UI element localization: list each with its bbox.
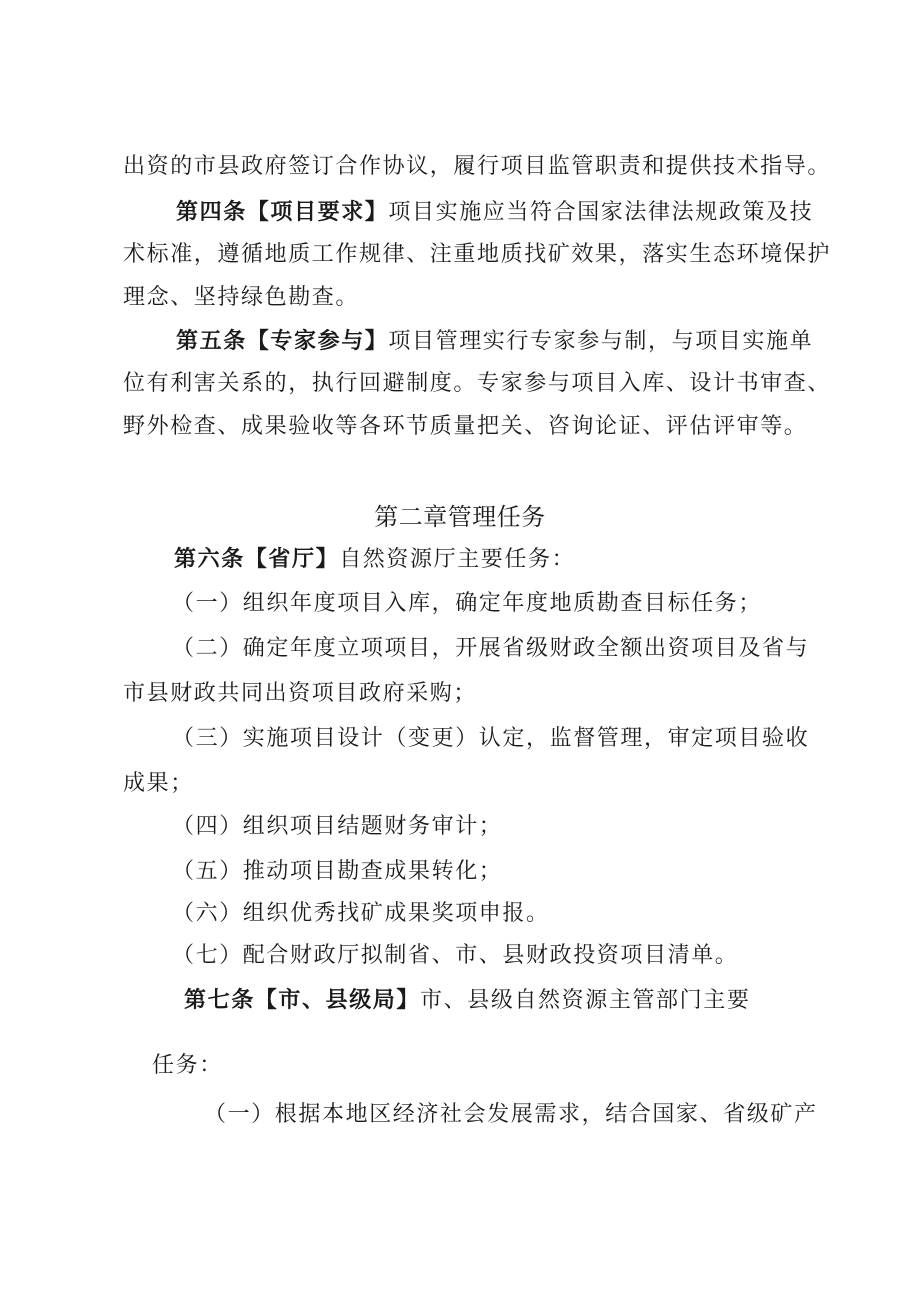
list-item: （四）组织项目结题财务审计； [172, 814, 503, 839]
list-item: （二）确定年度立项项目，开展省级财政全额出资项目及省与 [172, 636, 810, 661]
article-4-label: 第四条【项目要求】 [176, 199, 389, 225]
article-5-text: 项目管理实行专家参与制，与项目实施单 [388, 329, 814, 354]
chapter-2-title: 第二章管理任务 [374, 503, 546, 531]
article-4-text: 项目实施应当符合国家法律法规政策及技 [388, 200, 814, 225]
article-7-label: 第七条【市、县级局】 [184, 987, 421, 1013]
list-item: （七）配合财政厅拟制省、市、县财政投资项目清单。 [172, 943, 739, 968]
paragraph-line [123, 152, 831, 182]
article-5-line-3 [123, 412, 807, 442]
list-item-continuation: 市县财政共同出资项目政府采购； [123, 681, 478, 706]
article-5-line-1 [176, 326, 813, 357]
article-7-line-1 [184, 985, 750, 1016]
paragraph-text: 出资的市县政府签订合作协议，履行项目监管职责和提供技术指导。 [123, 154, 832, 179]
list-item: （六）组织优秀找矿成果奖项申报。 [172, 901, 550, 926]
article-7-line-2: 任务： [152, 1053, 223, 1078]
list-item: （三）实施项目设计（变更）认定，监督管理，审定项目验收 [172, 726, 810, 751]
article-6-line-1 [174, 544, 575, 575]
article-4-line-2 [123, 240, 831, 270]
article-5-label: 第五条【专家参与】 [176, 328, 389, 354]
article-4-text: 术标准，遵循地质工作规律、注重地质找矿效果，落实生态环境保护 [123, 242, 832, 267]
article-4-line-1 [176, 197, 813, 228]
list-item-continuation: 成果； [123, 771, 194, 796]
list-item: （一）组织年度项目入库，确定年度地质勘查目标任务； [172, 591, 763, 616]
article-5-line-2 [123, 369, 831, 399]
article-6-text: 自然资源厅主要任务： [339, 547, 576, 572]
article-4-text: 理念、坚持绿色勘查。 [123, 285, 360, 310]
article-5-text: 野外检查、成果验收等各环节质量把关、咨询论证、评估评审等。 [123, 414, 808, 439]
list-item: （五）推动项目勘查成果转化； [172, 859, 503, 884]
article-4-line-3 [123, 283, 359, 313]
article-5-text: 位有利害关系的，执行回避制度。专家参与项目入库、设计书审查、 [123, 371, 832, 396]
article-7-text: 市、县级自然资源主管部门主要 [420, 988, 751, 1013]
list-item: （一）根据本地区经济社会发展需求，结合国家、省级矿产 [204, 1102, 818, 1127]
article-6-label: 第六条【省厅】 [174, 546, 340, 572]
